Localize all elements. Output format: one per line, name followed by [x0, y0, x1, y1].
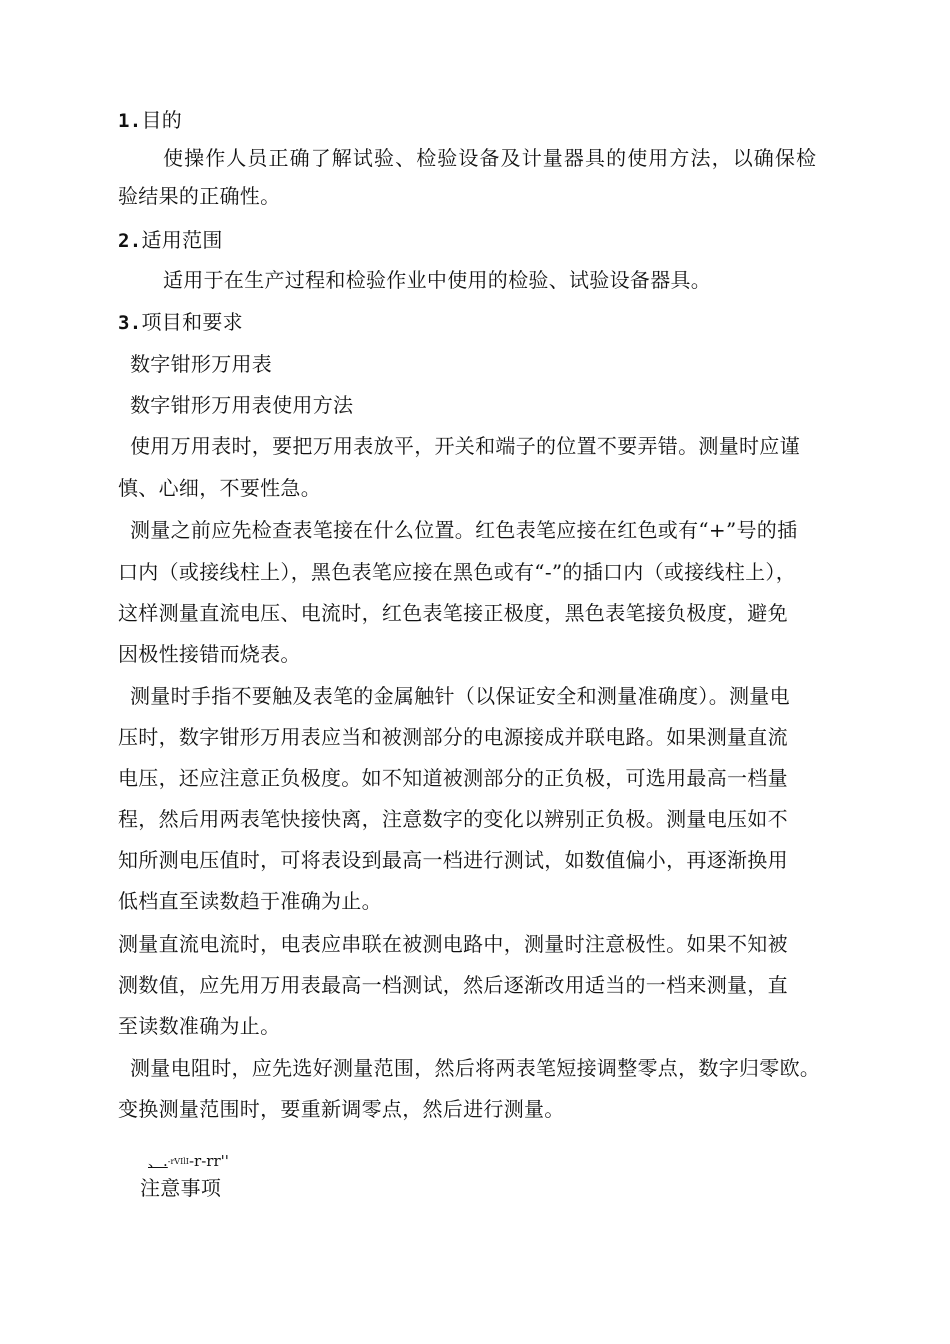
section2-heading [118, 228, 223, 253]
section1-title: 目的 [141, 108, 183, 132]
para2-line-1: 测量之前应先检查表笔接在什么位置。红色表笔应接在红色或有“+”号的插 [130, 518, 798, 542]
section2-title: 适用范围 [141, 228, 223, 252]
section3-subtitle-1: 数字钳形万用表 [130, 352, 273, 376]
notes-title: 注意事项 [140, 1176, 222, 1200]
section1-number: 1. [118, 110, 142, 132]
para2-line-3: 这样测量直流电压、电流时，红色表笔接正极度，黑色表笔接负极度，避免 [118, 601, 788, 625]
artifact-lead: 、. [148, 1152, 168, 1170]
artifact-tail: -r-rr'' [188, 1152, 229, 1170]
para2-line-2: 口内（或接线柱上），黑色表笔应接在黑色或有“-”的插口内（或接线柱上）， [118, 560, 797, 584]
para1-line-2: 慎、心细，不要性急。 [118, 476, 321, 500]
para1-line-1: 使用万用表时，要把万用表放平，开关和端子的位置不要弄错。测量时应谨 [130, 434, 800, 458]
section3-title: 项目和要求 [141, 310, 243, 334]
para3-line-1: 测量时手指不要触及表笔的金属触针（以保证安全和测量准确度）。测量电 [130, 684, 790, 708]
section3-subtitle-2: 数字钳形万用表使用方法 [130, 393, 354, 417]
para2-line-4: 因极性接错而烧表。 [118, 642, 301, 666]
para5-line-1: 测量电阻时，应先选好测量范围，然后将两表笔短接调整零点，数字归零欧。 [130, 1056, 821, 1080]
artifact-tiny: -rVIlI [167, 1157, 189, 1166]
para3-line-5: 知所测电压值时，可将表设到最高一档进行测试，如数值偏小，再逐渐换用 [118, 848, 788, 872]
section2-number: 2. [118, 230, 142, 252]
para3-line-3: 电压，还应注意正负极度。如不知道被测部分的正负极，可选用最高一档量 [118, 766, 788, 790]
section1-line-1: 使操作人员正确了解试验、检验设备及计量器具的使用方法，以确保检 [163, 146, 818, 170]
section2-line-1: 适用于在生产过程和检验作业中使用的检验、试验设备器具。 [163, 268, 712, 292]
para4-line-2: 测数值，应先用万用表最高一档测试，然后逐渐改用适当的一档来测量，直 [118, 973, 788, 997]
para5-line-2: 变换测量范围时，要重新调零点，然后进行测量。 [118, 1097, 565, 1121]
para4-line-1: 测量直流电流时，电表应串联在被测电路中，测量时注意极性。如果不知被 [118, 932, 788, 956]
section1-heading [118, 108, 182, 133]
section1-line-2: 验结果的正确性。 [118, 184, 281, 208]
scan-artifact-text [148, 1152, 229, 1171]
para3-line-6: 低档直至读数趋于准确为止。 [118, 889, 382, 913]
para3-line-2: 压时，数字钳形万用表应当和被测部分的电源接成并联电路。如果测量直流 [118, 725, 788, 749]
para3-line-4: 程，然后用两表笔快接快离，注意数字的变化以辨别正负极。测量电压如不 [118, 807, 788, 831]
section3-heading [118, 310, 243, 335]
section3-number: 3. [118, 312, 142, 334]
para4-line-3: 至读数准确为止。 [118, 1014, 281, 1038]
